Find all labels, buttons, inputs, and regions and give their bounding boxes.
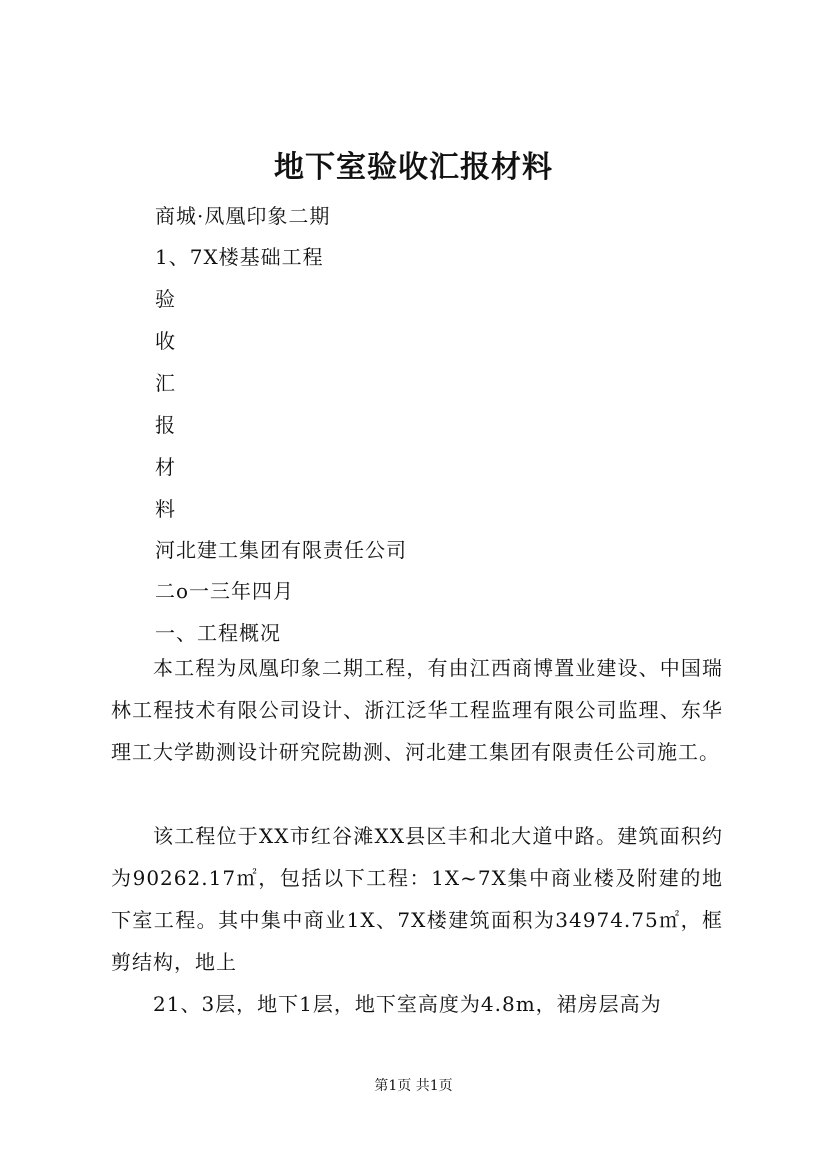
vertical-title-char: 汇 bbox=[155, 371, 176, 395]
paragraph: 21、3层，地下1层，地下室高度为4.8m，裙房层高为 bbox=[153, 992, 662, 1016]
section-heading: 一、工程概况 bbox=[155, 621, 281, 645]
company-name: 河北建工集团有限责任公司 bbox=[155, 538, 407, 562]
project-name: 商城·凤凰印象二期 bbox=[155, 204, 331, 228]
vertical-title-char: 材 bbox=[155, 455, 176, 479]
vertical-title-char: 报 bbox=[155, 413, 176, 437]
vertical-title-char: 验 bbox=[155, 287, 176, 311]
paragraph: 该工程位于XX市红谷滩XX县区丰和北大道中路。建筑面积约为90262.17㎡，包括以下工程：1X~7X集中商业楼及附建的地下室工程。其中集中商业1X、7X楼建筑面积为34974.75㎡，框剪结构，地上 bbox=[111, 824, 723, 974]
vertical-title-char: 料 bbox=[155, 497, 176, 521]
paragraph: 本工程为凤凰印象二期工程，有由江西商博置业建设、中国瑞林工程技术有限公司设计、浙江泛华工程监理有限公司监理、东华理工大学勘测设计研究院勘测、河北建工集团有限责任公司施工。 bbox=[111, 656, 723, 764]
document-title: 地下室验收汇报材料 bbox=[274, 150, 553, 185]
subject-line: 1、7X楼基础工程 bbox=[155, 245, 324, 269]
page-footer: 第1页 共1页 bbox=[374, 1078, 453, 1094]
document-date: 二o一三年四月 bbox=[155, 579, 295, 603]
vertical-title-char: 收 bbox=[155, 329, 176, 353]
